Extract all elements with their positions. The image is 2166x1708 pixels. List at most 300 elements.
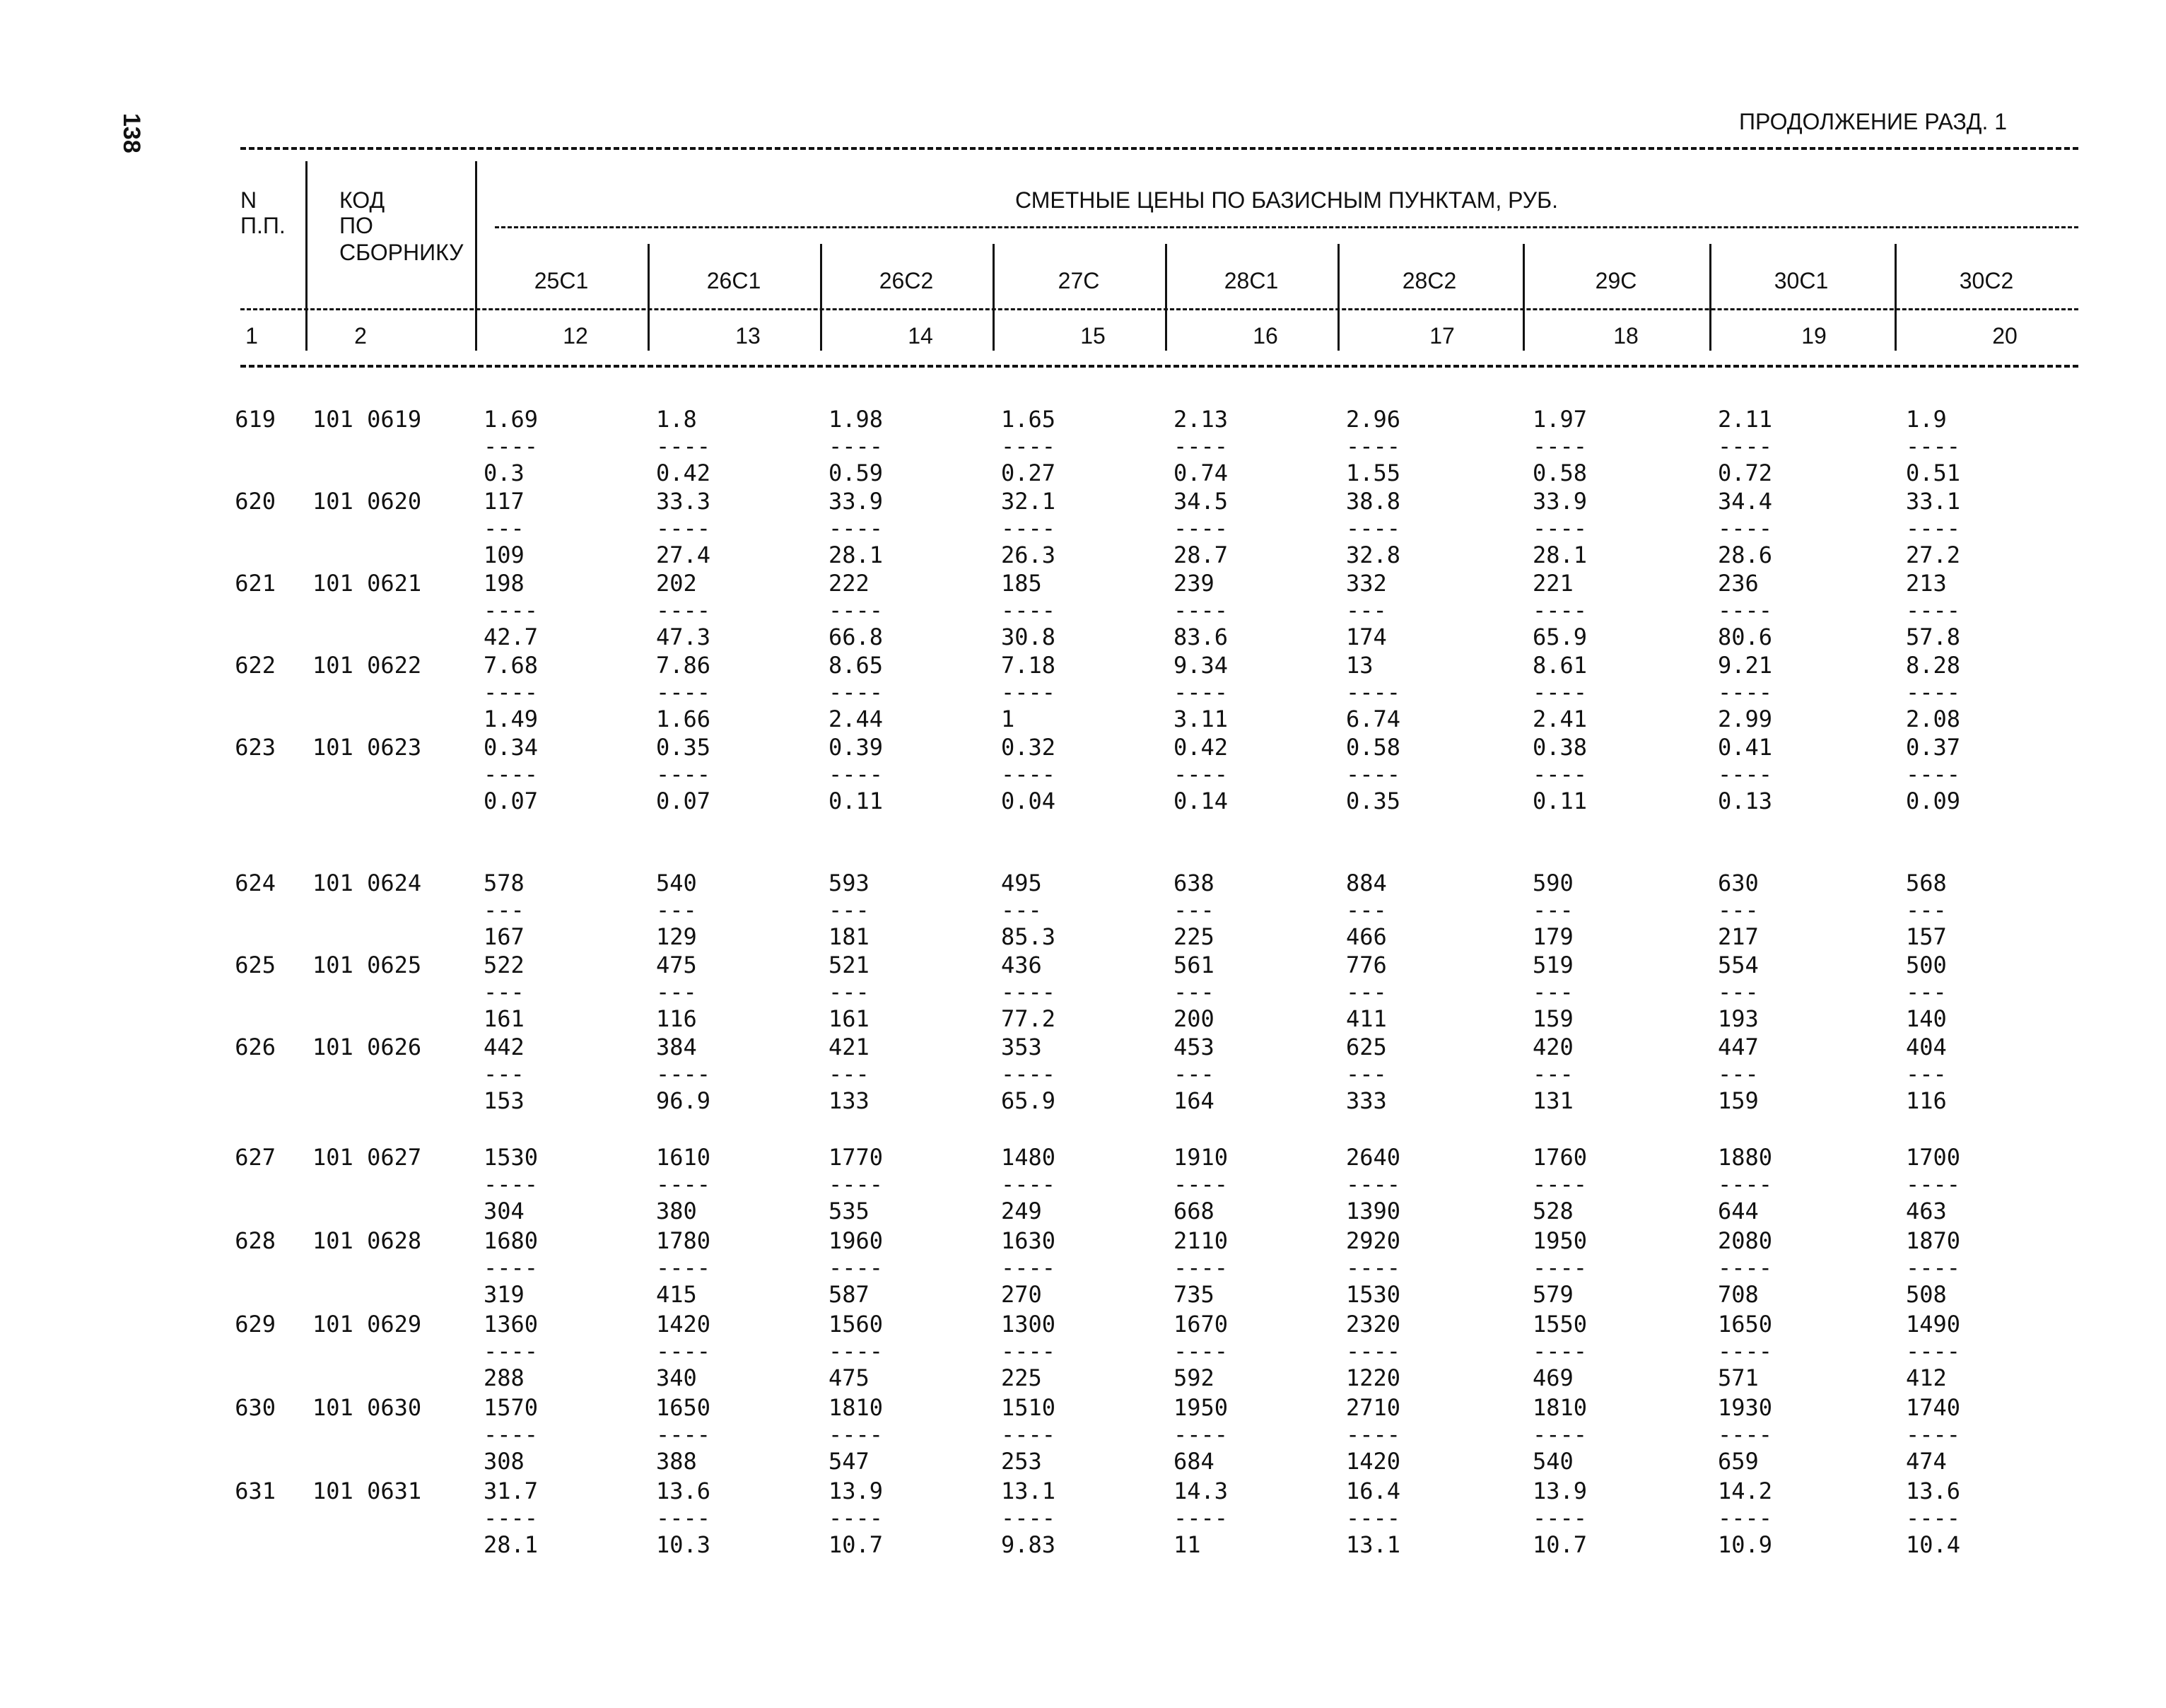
fraction-separator: ----: [656, 1338, 711, 1364]
column-number: 12: [563, 323, 588, 349]
price-top-value: 521: [829, 952, 870, 978]
fraction-separator: ----: [1001, 1171, 1056, 1198]
price-top-value: 522: [484, 952, 525, 978]
price-top-value: 0.58: [1346, 734, 1401, 761]
price-bottom-value: 1.66: [656, 706, 711, 732]
price-bottom-value: 0.72: [1718, 460, 1773, 486]
row-code: 101 0626: [312, 1034, 422, 1060]
price-top-value: 1670: [1173, 1311, 1229, 1338]
price-top-value: 1630: [1001, 1227, 1056, 1254]
fraction-separator: ----: [829, 1254, 884, 1281]
price-bottom-value: 253: [1001, 1448, 1042, 1475]
column-header: 27С: [1058, 268, 1100, 293]
fraction-separator: ----: [484, 1421, 539, 1448]
price-top-value: 1570: [484, 1394, 539, 1421]
price-top-value: 495: [1001, 870, 1042, 896]
price-top-value: 1.97: [1533, 406, 1588, 433]
price-top-value: 590: [1533, 870, 1574, 896]
price-top-value: 13.1: [1001, 1478, 1056, 1504]
header-divider: [1523, 244, 1525, 351]
price-top-value: 0.38: [1533, 734, 1588, 761]
price-bottom-value: 32.8: [1346, 542, 1401, 568]
price-bottom-value: 270: [1001, 1281, 1042, 1308]
fraction-separator: ----: [1533, 1421, 1588, 1448]
price-bottom-value: 1390: [1346, 1198, 1401, 1224]
price-bottom-value: 2.41: [1533, 706, 1588, 732]
price-top-value: 2.11: [1718, 406, 1773, 433]
price-bottom-value: 47.3: [656, 624, 711, 650]
price-bottom-value: 30.8: [1001, 624, 1056, 650]
fraction-separator: ---: [829, 896, 870, 923]
column-header: 30С1: [1774, 268, 1829, 293]
price-bottom-value: 10.4: [1906, 1531, 1961, 1558]
price-bottom-value: 159: [1718, 1087, 1759, 1114]
price-top-value: 9.21: [1718, 652, 1773, 679]
fraction-separator: ----: [1906, 1338, 1961, 1364]
price-bottom-value: 129: [656, 923, 697, 950]
fraction-separator: ----: [484, 1254, 539, 1281]
price-top-value: 31.7: [484, 1478, 539, 1504]
price-bottom-value: 0.11: [829, 788, 884, 814]
price-top-value: 1530: [484, 1144, 539, 1171]
fraction-separator: ---: [1906, 896, 1947, 923]
fraction-separator: ----: [1906, 1254, 1961, 1281]
fraction-separator: ----: [1001, 597, 1056, 624]
fraction-separator: ---: [1533, 896, 1574, 923]
fraction-separator: ---: [1718, 896, 1759, 923]
fraction-separator: ----: [1346, 761, 1401, 788]
price-bottom-value: 659: [1718, 1448, 1759, 1475]
fraction-separator: ----: [484, 761, 539, 788]
fraction-separator: ----: [1533, 433, 1588, 460]
fraction-separator: ----: [1906, 515, 1961, 542]
fraction-separator: ----: [1906, 1504, 1961, 1531]
row-number: 629: [235, 1311, 276, 1338]
column-number: 20: [1992, 323, 2018, 349]
fraction-separator: ----: [1718, 1421, 1773, 1448]
row-code: 101 0623: [312, 734, 422, 761]
price-bottom-value: 668: [1173, 1198, 1214, 1224]
price-bottom-value: 0.51: [1906, 460, 1961, 486]
column-number: 18: [1613, 323, 1639, 349]
price-top-value: 1.9: [1906, 406, 1947, 433]
header-group-title: СМЕТНЫЕ ЦЕНЫ ПО БАЗИСНЫМ ПУНКТАМ, РУБ.: [1015, 187, 1558, 213]
price-top-value: 568: [1906, 870, 1947, 896]
price-bottom-value: 27.4: [656, 542, 711, 568]
fraction-separator: ----: [1906, 433, 1961, 460]
row-number: 625: [235, 952, 276, 978]
header-divider: [1337, 244, 1340, 351]
fraction-separator: ----: [1718, 679, 1773, 706]
price-bottom-value: 0.59: [829, 460, 884, 486]
price-top-value: 0.39: [829, 734, 884, 761]
price-bottom-value: 179: [1533, 923, 1574, 950]
header-divider: [993, 244, 995, 351]
price-top-value: 420: [1533, 1034, 1574, 1060]
price-bottom-value: 644: [1718, 1198, 1759, 1224]
price-bottom-value: 1.49: [484, 706, 539, 732]
price-bottom-value: 65.9: [1533, 624, 1588, 650]
price-bottom-value: 463: [1906, 1198, 1947, 1224]
fraction-separator: ---: [656, 896, 697, 923]
fraction-separator: ----: [1001, 978, 1056, 1005]
price-top-value: 500: [1906, 952, 1947, 978]
column-number: 14: [908, 323, 933, 349]
header-code-label: СБОРНИКУ: [339, 240, 464, 265]
price-top-value: 776: [1346, 952, 1387, 978]
fraction-separator: ----: [1718, 1171, 1773, 1198]
price-top-value: 0.37: [1906, 734, 1961, 761]
row-code: 101 0628: [312, 1227, 422, 1254]
price-top-value: 2110: [1173, 1227, 1229, 1254]
price-top-value: 1960: [829, 1227, 884, 1254]
header-divider: [1895, 244, 1897, 351]
price-top-value: 1610: [656, 1144, 711, 1171]
price-bottom-value: 28.7: [1173, 542, 1229, 568]
fraction-separator: ----: [1173, 515, 1229, 542]
row-code: 101 0630: [312, 1394, 422, 1421]
price-bottom-value: 3.11: [1173, 706, 1229, 732]
fraction-separator: ----: [829, 761, 884, 788]
row-code: 101 0625: [312, 952, 422, 978]
fraction-separator: ---: [1346, 896, 1387, 923]
fraction-separator: ----: [1533, 1504, 1588, 1531]
price-top-value: 33.1: [1906, 488, 1961, 515]
fraction-separator: ----: [1906, 1421, 1961, 1448]
fraction-separator: ----: [829, 515, 884, 542]
price-bottom-value: 10.3: [656, 1531, 711, 1558]
fraction-separator: ----: [829, 1171, 884, 1198]
row-number: 631: [235, 1478, 276, 1504]
fraction-separator: ----: [1533, 515, 1588, 542]
column-header: 26С1: [706, 268, 761, 293]
header-code-label: ПО: [339, 213, 373, 238]
fraction-separator: ----: [1533, 597, 1588, 624]
fraction-separator: ----: [1718, 515, 1773, 542]
row-number: 623: [235, 734, 276, 761]
price-top-value: 332: [1346, 570, 1387, 597]
fraction-separator: ----: [484, 679, 539, 706]
price-bottom-value: 28.1: [829, 542, 884, 568]
price-top-value: 1360: [484, 1311, 539, 1338]
header-mid-rule: [240, 308, 2078, 310]
price-bottom-value: 10.7: [1533, 1531, 1588, 1558]
fraction-separator: ---: [1533, 1060, 1574, 1087]
price-bottom-value: 579: [1533, 1281, 1574, 1308]
price-bottom-value: 10.7: [829, 1531, 884, 1558]
price-top-value: 554: [1718, 952, 1759, 978]
fraction-separator: ----: [656, 515, 711, 542]
price-top-value: 7.68: [484, 652, 539, 679]
fraction-separator: ---: [484, 515, 525, 542]
fraction-separator: ----: [1533, 679, 1588, 706]
fraction-separator: ----: [1173, 1338, 1229, 1364]
price-top-value: 447: [1718, 1034, 1759, 1060]
fraction-separator: ----: [1173, 761, 1229, 788]
fraction-separator: ----: [656, 761, 711, 788]
column-header: 29С: [1595, 268, 1637, 293]
price-bottom-value: 9.83: [1001, 1531, 1056, 1558]
price-bottom-value: 181: [829, 923, 870, 950]
fraction-separator: ----: [656, 597, 711, 624]
price-bottom-value: 66.8: [829, 624, 884, 650]
fraction-separator: ---: [1346, 1060, 1387, 1087]
price-bottom-value: 26.3: [1001, 542, 1056, 568]
price-top-value: 1490: [1906, 1311, 1961, 1338]
price-top-value: 198: [484, 570, 525, 597]
price-bottom-value: 411: [1346, 1005, 1387, 1032]
price-top-value: 2320: [1346, 1311, 1401, 1338]
column-header: 28С2: [1402, 268, 1457, 293]
price-bottom-value: 547: [829, 1448, 870, 1475]
price-top-value: 1650: [656, 1394, 711, 1421]
price-bottom-value: 1420: [1346, 1448, 1401, 1475]
price-bottom-value: 380: [656, 1198, 697, 1224]
price-top-value: 14.2: [1718, 1478, 1773, 1504]
price-bottom-value: 540: [1533, 1448, 1574, 1475]
price-top-value: 1300: [1001, 1311, 1056, 1338]
price-top-value: 404: [1906, 1034, 1947, 1060]
fraction-separator: ----: [1346, 515, 1401, 542]
price-top-value: 34.5: [1173, 488, 1229, 515]
price-bottom-value: 304: [484, 1198, 525, 1224]
section-continuation-note: ПРОДОЛЖЕНИЕ РАЗД. 1: [1739, 109, 2008, 134]
price-top-value: 1810: [1533, 1394, 1588, 1421]
fraction-separator: ----: [1001, 1060, 1056, 1087]
price-top-value: 0.41: [1718, 734, 1773, 761]
fraction-separator: ----: [1001, 1421, 1056, 1448]
price-top-value: 540: [656, 870, 697, 896]
fraction-separator: ----: [656, 1060, 711, 1087]
price-top-value: 442: [484, 1034, 525, 1060]
price-top-value: 0.34: [484, 734, 539, 761]
price-top-value: 8.65: [829, 652, 884, 679]
price-bottom-value: 592: [1173, 1364, 1214, 1391]
fraction-separator: ---: [1718, 978, 1759, 1005]
fraction-separator: ----: [1718, 597, 1773, 624]
fraction-separator: ----: [1533, 761, 1588, 788]
price-bottom-value: 0.35: [1346, 788, 1401, 814]
price-top-value: 185: [1001, 570, 1042, 597]
price-top-value: 2640: [1346, 1144, 1401, 1171]
price-bottom-value: 6.74: [1346, 706, 1401, 732]
price-top-value: 436: [1001, 952, 1042, 978]
fraction-separator: ----: [1346, 1504, 1401, 1531]
price-bottom-value: 28.1: [1533, 542, 1588, 568]
price-bottom-value: 200: [1173, 1005, 1214, 1032]
fraction-separator: ----: [829, 1338, 884, 1364]
price-bottom-value: 587: [829, 1281, 870, 1308]
price-top-value: 593: [829, 870, 870, 896]
price-top-value: 1.98: [829, 406, 884, 433]
column-header: 26С2: [879, 268, 934, 293]
header-top-rule: [240, 147, 2078, 150]
price-top-value: 14.3: [1173, 1478, 1229, 1504]
price-top-value: 7.86: [656, 652, 711, 679]
fraction-separator: ----: [1173, 1171, 1229, 1198]
fraction-separator: ----: [1718, 433, 1773, 460]
price-bottom-value: 466: [1346, 923, 1387, 950]
price-top-value: 1680: [484, 1227, 539, 1254]
price-top-value: 8.61: [1533, 652, 1588, 679]
fraction-separator: ----: [1173, 1254, 1229, 1281]
fraction-separator: ---: [1173, 1060, 1214, 1087]
price-bottom-value: 77.2: [1001, 1005, 1056, 1032]
fraction-separator: ---: [1173, 896, 1214, 923]
fraction-separator: ----: [656, 433, 711, 460]
price-top-value: 1700: [1906, 1144, 1961, 1171]
fraction-separator: ----: [1533, 1254, 1588, 1281]
price-bottom-value: 1220: [1346, 1364, 1401, 1391]
price-top-value: 1560: [829, 1311, 884, 1338]
price-bottom-value: 13.1: [1346, 1531, 1401, 1558]
price-top-value: 1950: [1173, 1394, 1229, 1421]
price-top-value: 1.65: [1001, 406, 1056, 433]
price-top-value: 221: [1533, 570, 1574, 597]
fraction-separator: ----: [1906, 679, 1961, 706]
fraction-separator: ----: [1001, 679, 1056, 706]
fraction-separator: ----: [1906, 1171, 1961, 1198]
fraction-separator: ----: [656, 679, 711, 706]
price-top-value: 0.32: [1001, 734, 1056, 761]
fraction-separator: ----: [1173, 1421, 1229, 1448]
fraction-separator: ----: [1346, 679, 1401, 706]
row-code: 101 0620: [312, 488, 422, 515]
column-number: 15: [1080, 323, 1106, 349]
price-top-value: 884: [1346, 870, 1387, 896]
price-bottom-value: 167: [484, 923, 525, 950]
fraction-separator: ----: [1001, 1338, 1056, 1364]
price-bottom-value: 159: [1533, 1005, 1574, 1032]
price-bottom-value: 528: [1533, 1198, 1574, 1224]
price-top-value: 13.6: [1906, 1478, 1961, 1504]
price-bottom-value: 174: [1346, 624, 1387, 650]
price-top-value: 578: [484, 870, 525, 896]
price-bottom-value: 2.99: [1718, 706, 1773, 732]
column-header: 25С1: [534, 268, 589, 293]
fraction-separator: ----: [1173, 433, 1229, 460]
fraction-separator: ----: [1346, 1171, 1401, 1198]
price-top-value: 1870: [1906, 1227, 1961, 1254]
price-top-value: 1930: [1718, 1394, 1773, 1421]
fraction-separator: ----: [1001, 1504, 1056, 1531]
price-bottom-value: 0.3: [484, 460, 525, 486]
fraction-separator: ---: [1346, 597, 1387, 624]
price-top-value: 13.6: [656, 1478, 711, 1504]
price-top-value: 1480: [1001, 1144, 1056, 1171]
price-top-value: 34.4: [1718, 488, 1773, 515]
price-top-value: 353: [1001, 1034, 1042, 1060]
price-bottom-value: 249: [1001, 1198, 1042, 1224]
column-number: 16: [1253, 323, 1278, 349]
price-top-value: 7.18: [1001, 652, 1056, 679]
price-bottom-value: 0.11: [1533, 788, 1588, 814]
price-top-value: 1550: [1533, 1311, 1588, 1338]
price-top-value: 8.28: [1906, 652, 1961, 679]
header-group-rule: [495, 226, 2078, 228]
fraction-separator: ---: [1173, 978, 1214, 1005]
fraction-separator: ----: [1718, 761, 1773, 788]
price-bottom-value: 508: [1906, 1281, 1947, 1308]
fraction-separator: ---: [1906, 1060, 1947, 1087]
price-top-value: 13: [1346, 652, 1374, 679]
fraction-separator: ----: [1173, 597, 1229, 624]
fraction-separator: ----: [1001, 1254, 1056, 1281]
price-bottom-value: 80.6: [1718, 624, 1773, 650]
price-bottom-value: 133: [829, 1087, 870, 1114]
row-number: 624: [235, 870, 276, 896]
price-bottom-value: 27.2: [1906, 542, 1961, 568]
fraction-separator: ----: [829, 597, 884, 624]
row-code: 101 0621: [312, 570, 422, 597]
fraction-separator: ---: [1906, 978, 1947, 1005]
column-header: 28С1: [1224, 268, 1279, 293]
price-top-value: 625: [1346, 1034, 1387, 1060]
price-top-value: 239: [1173, 570, 1214, 597]
price-bottom-value: 288: [484, 1364, 525, 1391]
fraction-separator: ----: [829, 679, 884, 706]
price-top-value: 222: [829, 570, 870, 597]
price-bottom-value: 85.3: [1001, 923, 1056, 950]
price-top-value: 0.42: [1173, 734, 1229, 761]
row-number: 627: [235, 1144, 276, 1171]
fraction-separator: ----: [1173, 1504, 1229, 1531]
price-top-value: 202: [656, 570, 697, 597]
price-bottom-value: 571: [1718, 1364, 1759, 1391]
price-bottom-value: 684: [1173, 1448, 1214, 1475]
header-divider: [1165, 244, 1167, 351]
price-top-value: 384: [656, 1034, 697, 1060]
price-bottom-value: 1.55: [1346, 460, 1401, 486]
fraction-separator: ----: [1346, 433, 1401, 460]
row-code: 101 0631: [312, 1478, 422, 1504]
price-bottom-value: 474: [1906, 1448, 1947, 1475]
price-top-value: 561: [1173, 952, 1214, 978]
price-top-value: 2.13: [1173, 406, 1229, 433]
price-top-value: 1420: [656, 1311, 711, 1338]
price-bottom-value: 0.09: [1906, 788, 1961, 814]
header-bottom-rule: [240, 365, 2078, 368]
row-number: 622: [235, 652, 276, 679]
price-top-value: 2.96: [1346, 406, 1401, 433]
row-number: 621: [235, 570, 276, 597]
price-bottom-value: 140: [1906, 1005, 1947, 1032]
price-top-value: 1880: [1718, 1144, 1773, 1171]
price-bottom-value: 116: [1906, 1087, 1947, 1114]
price-bottom-value: 83.6: [1173, 624, 1229, 650]
price-bottom-value: 28.6: [1718, 542, 1773, 568]
price-top-value: 213: [1906, 570, 1947, 597]
row-code: 101 0622: [312, 652, 422, 679]
price-bottom-value: 412: [1906, 1364, 1947, 1391]
fraction-separator: ----: [1001, 761, 1056, 788]
fraction-separator: ---: [1346, 978, 1387, 1005]
price-top-value: 1510: [1001, 1394, 1056, 1421]
price-bottom-value: 217: [1718, 923, 1759, 950]
header-divider: [820, 244, 822, 351]
price-bottom-value: 1530: [1346, 1281, 1401, 1308]
fraction-separator: ----: [1173, 679, 1229, 706]
price-top-value: 1760: [1533, 1144, 1588, 1171]
price-top-value: 2080: [1718, 1227, 1773, 1254]
price-top-value: 117: [484, 488, 525, 515]
price-bottom-value: 0.58: [1533, 460, 1588, 486]
price-bottom-value: 2.08: [1906, 706, 1961, 732]
price-top-value: 9.34: [1173, 652, 1229, 679]
price-bottom-value: 340: [656, 1364, 697, 1391]
price-top-value: 1650: [1718, 1311, 1773, 1338]
fraction-separator: ---: [1533, 978, 1574, 1005]
